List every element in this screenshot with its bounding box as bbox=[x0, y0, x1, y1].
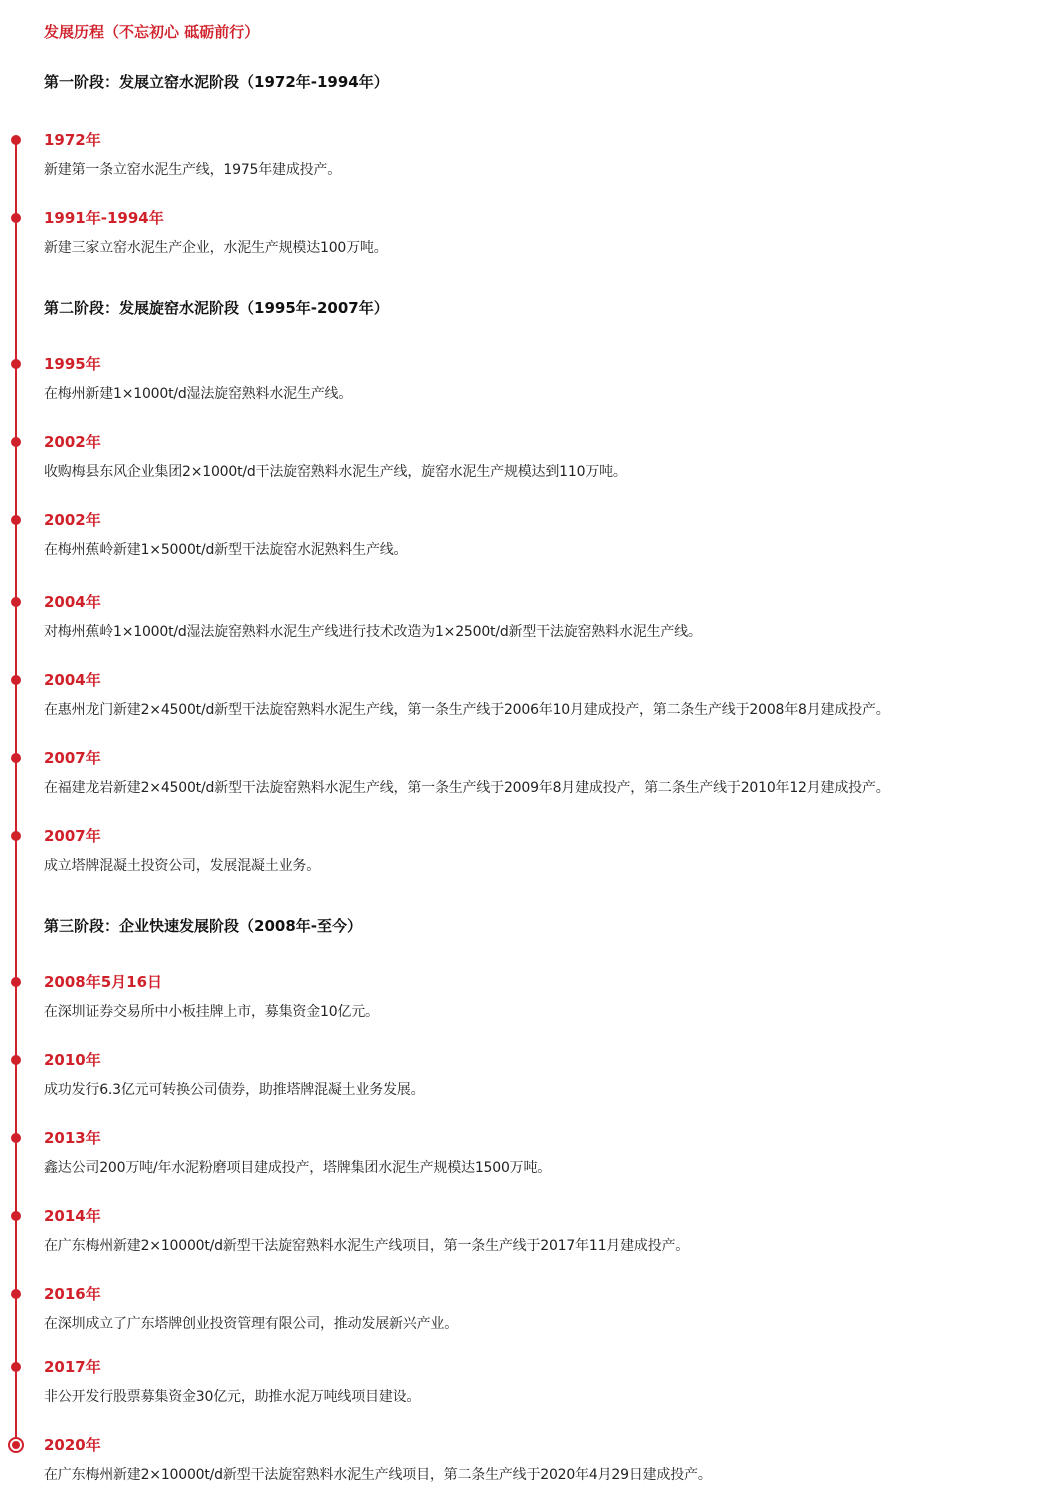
event-year: 2002年 bbox=[44, 511, 101, 529]
event-year: 1972年 bbox=[44, 131, 101, 149]
timeline-dot bbox=[11, 1211, 21, 1221]
timeline-line bbox=[15, 140, 17, 1445]
timeline-dot bbox=[11, 1055, 21, 1065]
event-year: 2016年 bbox=[44, 1285, 101, 1303]
timeline-dot bbox=[11, 135, 21, 145]
timeline-dot bbox=[11, 753, 21, 763]
timeline-dot bbox=[11, 359, 21, 369]
stage-heading-3: 第三阶段：企业快速发展阶段（2008年-至今） bbox=[44, 917, 362, 935]
timeline-dot bbox=[11, 597, 21, 607]
event-description: 鑫达公司200万吨/年水泥粉磨项目建成投产，塔牌集团水泥生产规模达1500万吨。 bbox=[44, 1160, 552, 1176]
event-description: 在福建龙岩新建2×4500t/d新型干法旋窑熟料水泥生产线，第一条生产线于2009年8月建成投产，第二条生产线于2010年12月建成投产。 bbox=[44, 780, 890, 796]
stage-heading-1: 第一阶段：发展立窑水泥阶段（1972年-1994年） bbox=[44, 73, 389, 91]
event-year: 2007年 bbox=[44, 827, 101, 845]
event-year: 2010年 bbox=[44, 1051, 101, 1069]
event-year: 2008年5月16日 bbox=[44, 973, 163, 991]
event-year: 1991年-1994年 bbox=[44, 209, 164, 227]
event-description: 对梅州蕉岭1×1000t/d湿法旋窑熟料水泥生产线进行技术改造为1×2500t/d新型干法旋窑熟料水泥生产线。 bbox=[44, 624, 702, 640]
page-title: 发展历程（不忘初心 砥砺前行） bbox=[44, 23, 260, 41]
event-year: 1995年 bbox=[44, 355, 101, 373]
timeline-dot bbox=[11, 1133, 21, 1143]
event-description: 成功发行6.3亿元可转换公司债券，助推塔牌混凝土业务发展。 bbox=[44, 1082, 425, 1098]
timeline-dot bbox=[11, 675, 21, 685]
stage-heading-2: 第二阶段：发展旋窑水泥阶段（1995年-2007年） bbox=[44, 299, 389, 317]
timeline-end-dot bbox=[8, 1437, 24, 1453]
event-description: 非公开发行股票募集资金30亿元，助推水泥万吨线项目建设。 bbox=[44, 1389, 421, 1405]
event-description: 在梅州新建1×1000t/d湿法旋窑熟料水泥生产线。 bbox=[44, 386, 353, 402]
event-year: 2004年 bbox=[44, 671, 101, 689]
event-description: 在梅州蕉岭新建1×5000t/d新型干法旋窑水泥熟料生产线。 bbox=[44, 542, 408, 558]
event-description: 在深圳成立了广东塔牌创业投资管理有限公司，推动发展新兴产业。 bbox=[44, 1316, 458, 1332]
timeline-dot bbox=[11, 437, 21, 447]
event-description: 在广东梅州新建2×10000t/d新型干法旋窑熟料水泥生产线项目，第一条生产线于2017年11月建成投产。 bbox=[44, 1238, 690, 1254]
event-description: 在深圳证券交易所中小板挂牌上市，募集资金10亿元。 bbox=[44, 1004, 379, 1020]
timeline-dot bbox=[11, 213, 21, 223]
timeline-dot bbox=[11, 1362, 21, 1372]
event-year: 2013年 bbox=[44, 1129, 101, 1147]
timeline-dot bbox=[11, 831, 21, 841]
event-description: 新建第一条立窑水泥生产线，1975年建成投产。 bbox=[44, 162, 342, 178]
event-year: 2004年 bbox=[44, 593, 101, 611]
event-year: 2014年 bbox=[44, 1207, 101, 1225]
event-year: 2020年 bbox=[44, 1436, 101, 1454]
event-year: 2017年 bbox=[44, 1358, 101, 1376]
event-description: 成立塔牌混凝土投资公司，发展混凝土业务。 bbox=[44, 858, 320, 874]
timeline-dot bbox=[11, 1289, 21, 1299]
timeline-dot bbox=[11, 977, 21, 987]
event-description: 在惠州龙门新建2×4500t/d新型干法旋窑熟料水泥生产线，第一条生产线于2006年10月建成投产，第二条生产线于2008年8月建成投产。 bbox=[44, 702, 890, 718]
event-description: 收购梅县东风企业集团2×1000t/d干法旋窑熟料水泥生产线，旋窑水泥生产规模达到110万吨。 bbox=[44, 464, 627, 480]
event-description: 新建三家立窑水泥生产企业，水泥生产规模达100万吨。 bbox=[44, 240, 388, 256]
event-description: 在广东梅州新建2×10000t/d新型干法旋窑熟料水泥生产线项目，第二条生产线于2020年4月29日建成投产。 bbox=[44, 1467, 712, 1483]
event-year: 2007年 bbox=[44, 749, 101, 767]
timeline-dot bbox=[11, 515, 21, 525]
event-year: 2002年 bbox=[44, 433, 101, 451]
